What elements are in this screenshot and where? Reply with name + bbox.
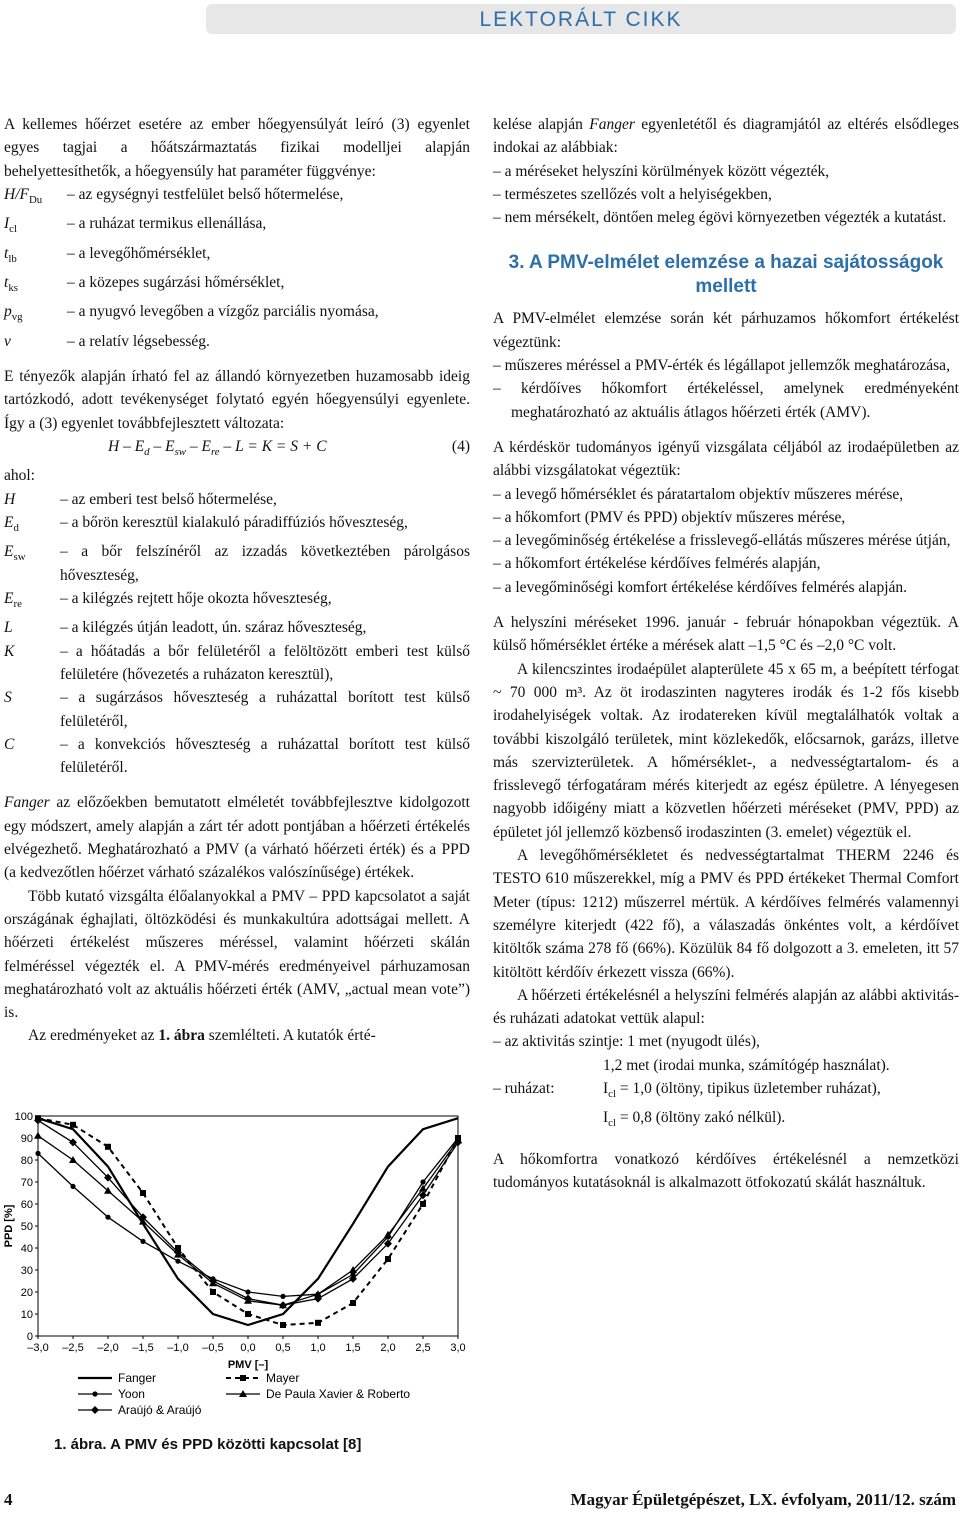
y-tick-label: 50 — [20, 1221, 33, 1233]
symbol: $E_{re}$ — [4, 590, 22, 611]
data-point — [420, 1201, 426, 1207]
paragraph: A kellemes hőérzet esetére az ember hőegyensúlyát leíró (3) egyenlet egyes tagjai a hőátszármaztatás fizikai modelljei alapján behelyettesíthetők, a hőegyensúly hat paraméter függvénye: — [4, 116, 470, 180]
symbol: $t_{ks}$ — [4, 274, 18, 295]
definition: – a közepes sugárzási hőmérséklet, — [67, 274, 285, 292]
data-point — [280, 1322, 286, 1328]
clothing-line: – ruházat: $I_{cl} = 1,0$ (öltöny, tipikus üzletember ruházat), — [493, 1079, 881, 1101]
x-tick-label: –1,0 — [167, 1342, 189, 1354]
page-number: 4 — [4, 1490, 13, 1509]
legend-marker — [92, 1391, 97, 1396]
definition-row — [4, 488, 470, 511]
definition-row — [4, 271, 470, 300]
investigation-list — [493, 483, 959, 599]
x-tick-label: 0,0 — [240, 1342, 256, 1354]
definition-row — [4, 616, 470, 639]
data-point — [175, 1259, 180, 1264]
data-point — [70, 1122, 76, 1128]
equation-number: (4) — [451, 438, 470, 456]
y-tick-label: 10 — [20, 1309, 33, 1321]
definition-row — [4, 540, 470, 587]
paragraph: Fanger az előzőekben bemutatott elméletét továbbfejlesztve kidolgozott egy módszert, amely alapján a zárt tér adott pontjában a hőérzeti értékelés elvégezhető. Meghatározható a PMV (a várható hőérzeti érték) és a PPD (a kedvezőtlen hőérzet várható százalékos valószínűsége) értékek. — [4, 794, 470, 882]
definition: – az emberi test belső hőtermelése, — [60, 490, 277, 508]
data-point — [105, 1215, 110, 1220]
x-tick-label: 1,0 — [310, 1342, 326, 1354]
data-point — [140, 1239, 145, 1244]
section-heading: 3. A PMV-elmélet elemzése a hazai sajátosságok mellett — [508, 252, 944, 298]
legend-label: Fanger — [118, 1371, 157, 1385]
definition-row — [4, 733, 470, 780]
symbol: $H/F_{Du}$ — [4, 185, 43, 206]
list-item: – műszeres méréssel a PMV-érték és légállapot jellemzők meghatározása, — [493, 357, 950, 375]
x-tick-label: –2,5 — [62, 1342, 84, 1354]
data-point — [350, 1300, 356, 1306]
y-tick-label: 90 — [20, 1133, 33, 1145]
y-tick-label: 0 — [26, 1331, 33, 1343]
data-point — [385, 1256, 391, 1262]
symbol: L — [4, 619, 13, 637]
symbol: H — [4, 490, 16, 508]
definition: – a levegőhőmérséklet, — [67, 244, 211, 262]
right-column — [493, 113, 959, 1194]
list-item: – a hőkomfort értékelése kérdőíves felmérés alapján, — [493, 555, 821, 573]
x-axis-label: PMV [–] — [227, 1359, 269, 1371]
list-item: – kérdőíves hőkomfort értékeléssel, amelynek eredményeként meghatározható az aktuális átlagos hőérzeti érték (AMV). — [493, 380, 959, 421]
definition: – a nyugvó levegőben a vízgőz parciális nyomása, — [67, 303, 379, 321]
x-tick-label: –3,0 — [27, 1342, 49, 1354]
symbol: $t_{lb}$ — [4, 244, 17, 265]
paragraph: Az eredményeket az 1. ábra szemlélteti. A kutatók érté- — [28, 1027, 376, 1045]
paragraph: A kérdéskör tudományos igényű vizsgálata céljából az irodaépületben az alábbi vizsgálatokat végeztük: — [493, 438, 959, 480]
legend-label: Mayer — [266, 1371, 300, 1385]
definition-row — [4, 511, 470, 540]
paragraph: A hőkomfortra vonatkozó kérdőíves értékelésnél a nemzetközi tudományos kutatásoknál is alkalmazott ötfokozatú skálát használtuk. — [493, 1150, 959, 1192]
definition-row — [4, 640, 470, 687]
list-item: – nem mérsékelt, döntően meleg égövi környezetben végezték a kutatást. — [493, 209, 947, 227]
x-tick-label: 2,0 — [380, 1342, 396, 1354]
definition-row — [4, 183, 470, 212]
parameter-list — [4, 183, 470, 353]
activity-line: 1,2 met (irodai munka, számítógép használat). — [603, 1056, 890, 1074]
list-item: – a méréseket helyszíni körülmények között végezték, — [493, 162, 830, 180]
list-item: – a levegőminőség értékelése a frisslevegő-ellátás műszeres mérése útján, — [493, 532, 951, 550]
section-header: LEKTORÁLT CIKK — [206, 4, 956, 34]
definition-row — [4, 212, 470, 241]
y-tick-label: 80 — [20, 1155, 33, 1167]
symbol: $p_{vg}$ — [4, 303, 23, 324]
paragraph: A kilencszintes irodaépület alapterülete 45 x 65 m, a beépített térfogat ~ 70 000 m³. Az öt irodaszinten nagyteres irodák és 1-2 fős kisebb irodahelyiségek voltak. Az irodatereken kívül megtalálhatók voltak a további kiszolgáló területek, mint közlekedők, előcsarnok, garázs, illetve más szervizterületek. A hőmérséklet-, a nedvességtartalom- és a frisslevegő térfogatáram mérés kiterjedt az egész épületre. A lényegesen nagyobb időigény miatt a közvetlen hőérzeti méréseket (PMV, PPD) az épületet jól jellemző közbenső irodaszinten (3. emelet) végeztük el. — [493, 660, 959, 841]
x-tick-label: 1,5 — [345, 1342, 361, 1354]
evaluation-list — [493, 354, 959, 424]
paragraph: A levegőhőmérsékletet és nedvességtartalmat THERM 2246 és TESTO 610 műszerekkel, míg a PMV és PPD értékeket Thermal Comfort Meter (típus: 1212) műszerrel mértük. A kérdőíves felmérés valamennyi személyre kiterjedt (422 fő), a válaszadás önkéntes volt, a kérdőívet kitöltők száma 278 fő (66%). Közülük 84 fő dolgozott a 3. emeleten, itt 57 kitöltött kérdőív érkezett vissza (66%). — [493, 847, 959, 981]
data-point — [420, 1179, 425, 1184]
y-tick-label: 60 — [20, 1199, 33, 1211]
paragraph: E tényezők alapján írható fel az állandó környezetben huzamosabb ideig tartózkodó, adott tevékenységet folytató egyén hőegyensúlyi egyenlete. Így a (3) egyenlet továbbfejlesztett változata: — [4, 368, 470, 432]
list-item: – a hőkomfort (PMV és PPD) objektív műszeres mérése, — [493, 508, 846, 526]
data-point — [315, 1320, 321, 1326]
data-point — [210, 1289, 216, 1295]
x-tick-label: 2,5 — [415, 1342, 431, 1354]
list-item: – a levegőminőségi komfort értékelése kérdőíves felmérés alapján. — [493, 578, 908, 596]
definition: – a konvekciós hőveszteség a ruházattal borított test külső felületéről. — [60, 735, 470, 777]
y-axis-label: PPD [%] — [3, 1204, 15, 1248]
y-tick-label: 40 — [20, 1243, 33, 1255]
symbol: C — [4, 735, 15, 753]
paragraph: A hőérzeti értékelésnél a helyszíni felmérés alapján az alábbi aktivitás- és ruházati adatokat vettük alapul: — [493, 986, 959, 1028]
symbol: $I_{cl}$ — [4, 215, 17, 236]
definition-row — [4, 686, 470, 733]
left-column — [4, 113, 470, 1048]
data-point — [35, 1151, 40, 1156]
series-line — [38, 1138, 458, 1296]
data-point — [70, 1184, 75, 1189]
y-tick-label: 20 — [20, 1287, 33, 1299]
data-point — [280, 1294, 285, 1299]
symbol: v — [4, 332, 11, 350]
x-tick-label: 0,5 — [275, 1342, 291, 1354]
paragraph: kelése alapján Fanger egyenletétől és diagramjától az eltérés elsődleges indokai az alábbiak: — [493, 116, 959, 157]
y-tick-label: 100 — [14, 1111, 33, 1123]
legend-marker — [240, 1375, 246, 1381]
data-point — [69, 1156, 77, 1163]
pmv-ppd-chart — [0, 1106, 480, 1466]
paragraph: A PMV-elmélet elemzése során két párhuzamos hőkomfort értékelést végeztünk: — [493, 310, 959, 351]
symbol: S — [4, 689, 12, 707]
symbol: $E_d$ — [4, 514, 19, 535]
definition-row — [4, 300, 470, 329]
x-tick-label: –1,5 — [132, 1342, 154, 1354]
y-tick-label: 30 — [20, 1265, 33, 1277]
equation: $H - E_d - E_{sw} - E_{re} - L = K = S + C$ (4) — [4, 435, 470, 464]
legend-label: Yoon — [118, 1387, 145, 1401]
definition: – a bőrön keresztül kialakuló páradiffúziós hőveszteség, — [60, 514, 408, 532]
x-tick-label: –0,5 — [202, 1342, 224, 1354]
legend-label: De Paula Xavier & Roberto — [266, 1387, 411, 1401]
list-item: – a levegő hőmérséklet és páratartalom objektív műszeres mérése, — [493, 485, 904, 503]
where-label: ahol: — [4, 467, 35, 485]
reason-list — [493, 160, 959, 230]
symbol: $E_{sw}$ — [4, 543, 26, 564]
series-line — [38, 1136, 458, 1305]
definition-row — [4, 587, 470, 616]
data-point — [105, 1144, 111, 1150]
definition: – a hőátadás a bőr felületéről a felöltözött emberi test külső felületére (hővezetés a ruházaton keresztül), — [60, 642, 470, 683]
definition: – a bőr felszínéről az izzadás következtében párolgásos hőveszteség, — [60, 543, 470, 584]
legend-label: Araújó & Araújó — [118, 1403, 202, 1417]
definition: – a sugárzásos hőveszteség a ruházattal borított test külső felületéről, — [60, 689, 470, 730]
data-point — [245, 1311, 251, 1317]
clothing-line: $I_{cl} = 0,8$ (öltöny zakó nélkül). — [603, 1109, 786, 1130]
definition: – a relatív légsebesség. — [67, 332, 210, 350]
activity-line: – az aktivitás szintje: 1 met (nyugodt ülés), — [493, 1033, 760, 1051]
definition: – a kilégzés rejtett hője okozta hőveszteség, — [60, 590, 332, 607]
data-point — [140, 1190, 146, 1196]
definition: – a kilégzés útján leadott, ún. száraz hőveszteség, — [60, 619, 367, 637]
series-line — [38, 1120, 458, 1305]
x-tick-label: 3,0 — [450, 1342, 466, 1354]
data-point — [34, 1132, 42, 1139]
list-item: – természetes szellőzés volt a helyiségekben, — [493, 185, 772, 203]
paragraph: Több kutató vizsgálta élőalanyokkal a PMV – PPD kapcsolatot a saját országának éghajlati, öltözködési és munkakultúra adottságai mellett. A hőérzeti értékelést műszeres méréssel, valamint hőérzeti skálán felméréssel végezték el. A PMV-mérés eredményeivel párhuzamosan meghatározható volt az aktuális hőérzeti érték (AMV, „actual mean vote”) is. — [4, 887, 470, 1022]
figure-caption: 1. ábra. A PMV és PPD közötti kapcsolat [8] — [54, 1436, 362, 1453]
symbol: K — [4, 642, 15, 660]
journal-name: Magyar Épületgépészet, LX. évfolyam, 2011/12. szám — [570, 1490, 956, 1509]
term-list — [4, 488, 470, 780]
legend-marker — [91, 1406, 99, 1414]
definition-row — [4, 330, 470, 353]
paragraph: A helyszíni méréseket 1996. január - február hónapokban végeztük. A külső hőmérséklet értéke a mérések alatt –1,5 °C és –2,0 °C volt. — [493, 614, 959, 655]
data-point — [245, 1289, 250, 1294]
x-tick-label: –2,0 — [97, 1342, 119, 1354]
definition: – az egységnyi testfelület belső hőtermelése, — [67, 185, 344, 203]
definition: – a ruházat termikus ellenállása, — [67, 215, 267, 233]
y-tick-label: 70 — [20, 1177, 33, 1189]
definition-row — [4, 242, 470, 271]
